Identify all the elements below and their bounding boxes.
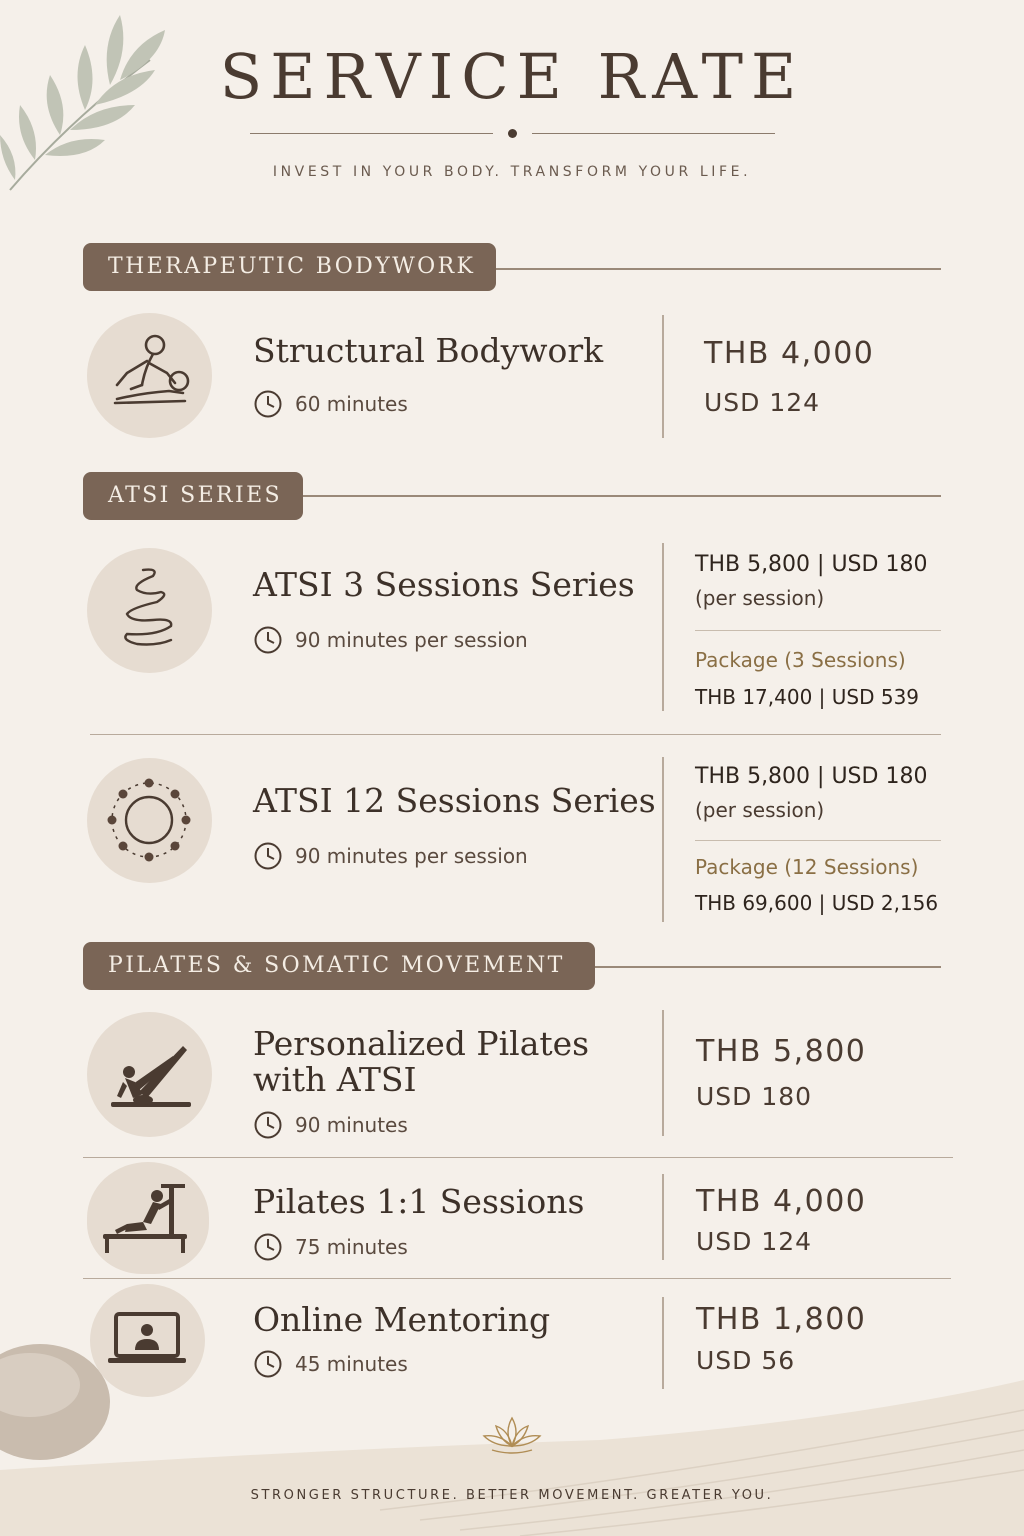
service-duration [253,1233,408,1264]
price-thb: THB 4,000 [696,1184,867,1219]
row-divider [83,1278,951,1279]
title-divider-dot [508,129,517,138]
per-session-note: (per session) [695,586,825,610]
pilates-reformer-icon [87,1162,209,1274]
price-usd: USD 180 [696,1082,813,1111]
spiral-icon [87,548,212,673]
price-thb: THB 5,800 [696,1034,867,1069]
package-label: Package (12 Sessions) [695,855,919,879]
service-duration [253,1350,408,1381]
service-name-line1: Personalized Pilates [253,1024,590,1063]
service-name: Online Mentoring [253,1300,551,1339]
package-price: THB 69,600 | USD 2,156 [695,891,939,915]
section-rule [595,966,941,968]
massage-icon [87,313,212,438]
section-rule [303,495,941,497]
service-duration [253,1111,408,1142]
clock-icon [253,1110,283,1140]
price-divider [662,315,664,438]
service-name: ATSI 3 Sessions Series [253,565,635,604]
price-divider [662,757,664,922]
service-duration [253,626,528,657]
laptop-mentor-icon [90,1284,205,1397]
page-title: SERVICE RATE [219,40,805,113]
price-divider [662,543,664,711]
price-usd: USD 56 [696,1346,796,1375]
lotus-icon [480,1410,544,1460]
clock-icon [253,1349,283,1379]
clock-icon [253,625,283,655]
service-name-line2: with ATSI [253,1060,417,1099]
price-thb: THB 4,000 [704,336,875,371]
per-session-price: THB 5,800 | USD 180 [695,552,928,577]
duration-text: 75 minutes [295,1235,408,1259]
price-usd: USD 124 [704,388,821,417]
service-name: Pilates 1:1 Sessions [253,1182,585,1221]
service-name: Structural Bodywork [253,331,604,370]
duration-text: 90 minutes per session [295,844,528,868]
package-price: THB 17,400 | USD 539 [695,685,920,709]
header-tagline: INVEST IN YOUR BODY. TRANSFORM YOUR LIFE. [272,164,752,180]
price-divider [662,1010,664,1136]
price-thb: THB 1,800 [696,1302,867,1337]
price-usd: USD 124 [696,1227,813,1256]
service-duration [253,842,528,873]
row-divider [90,734,941,735]
circle-dots-icon [87,758,212,883]
duration-text: 90 minutes per session [295,628,528,652]
per-session-price: THB 5,800 | USD 180 [695,764,928,789]
section-heading-therapeutic-bodywork: THERAPEUTIC BODYWORK [83,243,496,291]
title-rule-left [250,133,493,134]
title-rule-right [532,133,775,134]
price-split-rule [695,630,941,631]
per-session-note: (per session) [695,798,825,822]
clock-icon [253,841,283,871]
section-heading-pilates-somatic: PILATES & SOMATIC MOVEMENT [83,942,595,990]
duration-text: 60 minutes [295,392,408,416]
package-label: Package (3 Sessions) [695,648,906,672]
section-heading-atsi-series: ATSI SERIES [83,472,303,520]
pilates-mat-icon [87,1012,212,1137]
clock-icon [253,1232,283,1262]
price-divider [662,1297,664,1389]
duration-text: 45 minutes [295,1352,408,1376]
footer-tagline: STRONGER STRUCTURE. BETTER MOVEMENT. GREATER YOU. [250,1488,774,1503]
row-divider [83,1157,953,1158]
price-split-rule [695,840,941,841]
section-rule [496,268,941,270]
price-divider [662,1174,664,1260]
service-duration [253,390,408,421]
duration-text: 90 minutes [295,1113,408,1137]
clock-icon [253,389,283,419]
service-name: ATSI 12 Sessions Series [253,781,656,820]
